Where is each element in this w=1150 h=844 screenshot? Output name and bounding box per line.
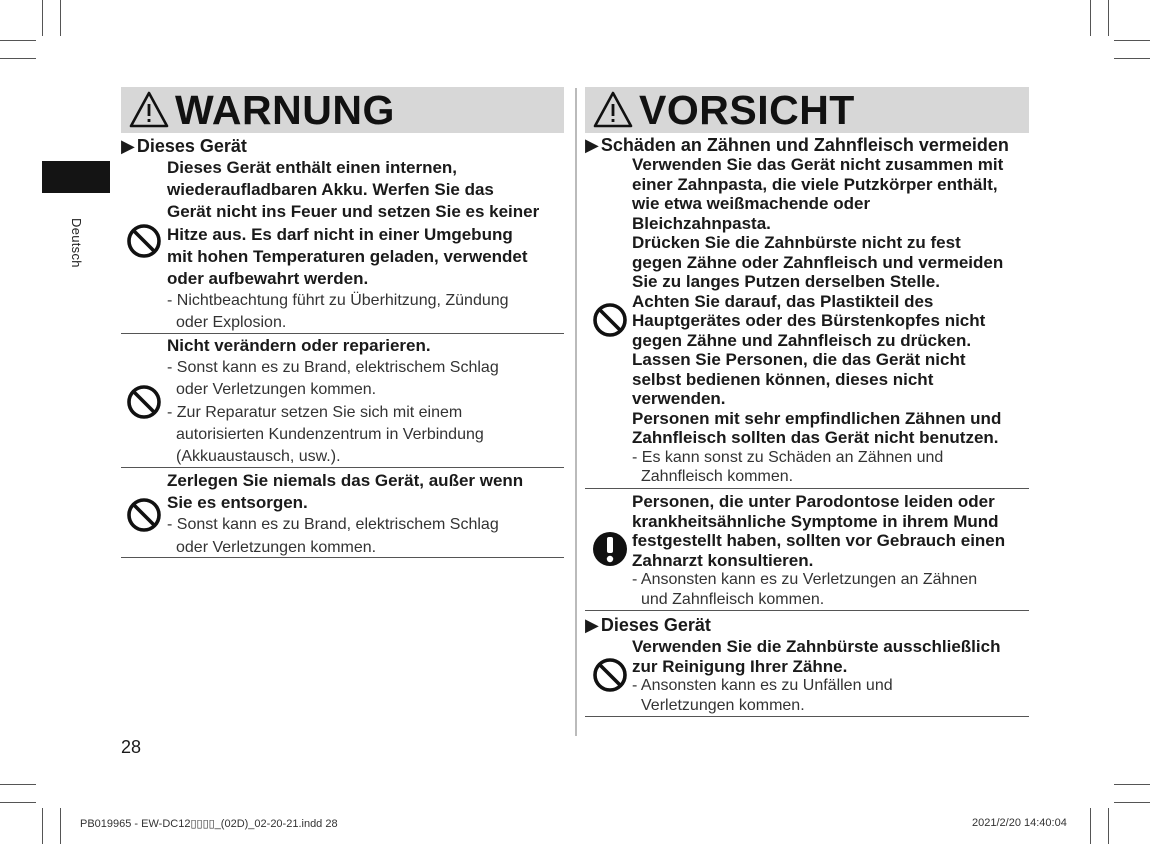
instruction-text: mit hohen Temperaturen geladen, verwendet: [167, 246, 528, 266]
instruction-text: selbst bedienen können, dieses nicht: [632, 369, 934, 389]
instruction-text: zur Reinigung Ihrer Zähne.: [632, 656, 848, 676]
warning-triangle-icon: [593, 90, 633, 130]
instruction-text: festgestellt haben, sollten vor Gebrauch einen: [632, 531, 1006, 550]
prohibition-icon: [592, 657, 628, 693]
consequence-text: - Nichtbeachtung führt zu Überhitzung, Zündung: [167, 292, 509, 310]
instruction-text: verwenden.: [632, 389, 726, 408]
instruction-text: Verwenden Sie die Zahnbürste ausschließlich: [632, 637, 1001, 656]
section-divider: [585, 488, 1029, 489]
warning-triangle-icon: [129, 90, 169, 130]
exclamation-icon: [592, 531, 628, 567]
consequence-text: - Ansonsten kann es zu Verletzungen an Zähnen: [632, 571, 978, 588]
instruction-text: Personen, die unter Parodontose leiden oder: [632, 492, 995, 511]
consequence-text: - Es kann sonst zu Schäden an Zähnen und: [632, 448, 944, 466]
instruction-text: Verwenden Sie das Gerät nicht zusammen mit: [632, 155, 1004, 174]
consequence-text: - Zur Reparatur setzen Sie sich mit einem: [167, 403, 463, 421]
section-heading: ▶ Dieses Gerät: [121, 136, 247, 156]
instruction-text: Hauptgerätes oder des Bürstenkopfes nicht: [632, 311, 986, 330]
instruction-text: gegen Zähne oder Zahnfleisch und vermeiden: [632, 252, 1004, 272]
instruction-text: gegen Zähne und Zahnfleisch zu drücken.: [632, 330, 972, 350]
instruction-text: Sie zu langes Putzen derselben Stelle.: [632, 272, 940, 291]
instruction-text: Achten Sie darauf, das Plastikteil des: [632, 291, 934, 311]
banner-title: WARNUNG: [175, 86, 395, 133]
language-label: Deutsch: [69, 218, 84, 268]
prohibition-icon: [126, 497, 162, 533]
instruction-text: Bleichzahnpasta.: [632, 213, 771, 233]
arrow-icon: ▶: [585, 135, 599, 155]
consequence-text: - Ansonsten kann es zu Unfällen und: [632, 677, 893, 694]
section-divider: [121, 557, 564, 558]
consequence-text: oder Verletzungen kommen.: [176, 538, 377, 556]
instruction-text: krankheitsähnliche Symptome in ihrem Mund: [632, 511, 999, 531]
consequence-text: - Sonst kann es zu Brand, elektrischem Schlag: [167, 516, 499, 534]
prohibition-icon: [126, 384, 162, 420]
consequence-text: und Zahnfleisch kommen.: [641, 590, 825, 608]
consequence-text: Zahnfleisch kommen.: [641, 468, 794, 485]
arrow-icon: ▶: [121, 136, 135, 156]
consequence-text: (Akkuaustausch, usw.).: [176, 448, 341, 465]
instruction-text: Dieses Gerät enthält einen internen,: [167, 158, 458, 177]
instruction-text: Hitze aus. Es darf nicht in einer Umgebung: [167, 224, 513, 244]
instruction-text: Nicht verändern oder reparieren.: [167, 336, 431, 355]
consequence-text: Verletzungen kommen.: [641, 696, 805, 714]
section-divider: [121, 467, 564, 468]
section-heading: ▶ Dieses Gerät: [585, 615, 711, 635]
footer-timestamp: 2021/2/20 14:40:04: [972, 817, 1067, 829]
language-tab-marker: [42, 161, 110, 193]
section-divider: [585, 610, 1029, 611]
caution-banner: [585, 87, 1029, 133]
instruction-text: Zerlegen Sie niemals das Gerät, außer wenn: [167, 471, 524, 490]
instruction-text: wie etwa weißmachende oder: [632, 194, 871, 213]
instruction-text: Sie es entsorgen.: [167, 493, 308, 513]
instruction-text: Personen mit sehr empfindlichen Zähnen und: [632, 408, 1002, 428]
section-divider: [121, 333, 564, 334]
arrow-icon: ▶: [585, 615, 599, 635]
warning-banner: [121, 87, 564, 133]
instruction-text: Gerät nicht ins Feuer und setzen Sie es keiner: [167, 202, 540, 222]
footer-file-info: PB019965 - EW-DC12▯▯▯▯_(02D)_02-20-21.indd 28: [80, 818, 338, 830]
prohibition-icon: [592, 302, 628, 338]
section-heading: ▶ Schäden an Zähnen und Zahnfleisch vermeiden: [585, 135, 1009, 155]
page-number: 28: [121, 737, 142, 757]
instruction-text: Lassen Sie Personen, die das Gerät nicht: [632, 350, 966, 369]
consequence-text: - Sonst kann es zu Brand, elektrischem Schlag: [167, 359, 499, 377]
consequence-text: oder Verletzungen kommen.: [176, 381, 377, 399]
consequence-text: autorisierten Kundenzentrum in Verbindung: [176, 425, 484, 443]
instruction-text: einer Zahnpasta, die viele Putzkörper enthält,: [632, 174, 998, 194]
section-divider: [585, 716, 1029, 717]
prohibition-icon: [126, 223, 162, 259]
banner-title: VORSICHT: [639, 86, 855, 133]
instruction-text: Zahnfleisch sollten das Gerät nicht benutzen.: [632, 428, 999, 447]
instruction-text: wiederaufladbaren Akku. Werfen Sie das: [167, 180, 494, 200]
instruction-text: Zahnarzt konsultieren.: [632, 550, 814, 570]
instruction-text: oder aufbewahrt werden.: [167, 269, 369, 288]
column-divider: [575, 88, 577, 736]
instruction-text: Drücken Sie die Zahnbürste nicht zu fest: [632, 233, 961, 252]
consequence-text: oder Explosion.: [176, 314, 287, 332]
